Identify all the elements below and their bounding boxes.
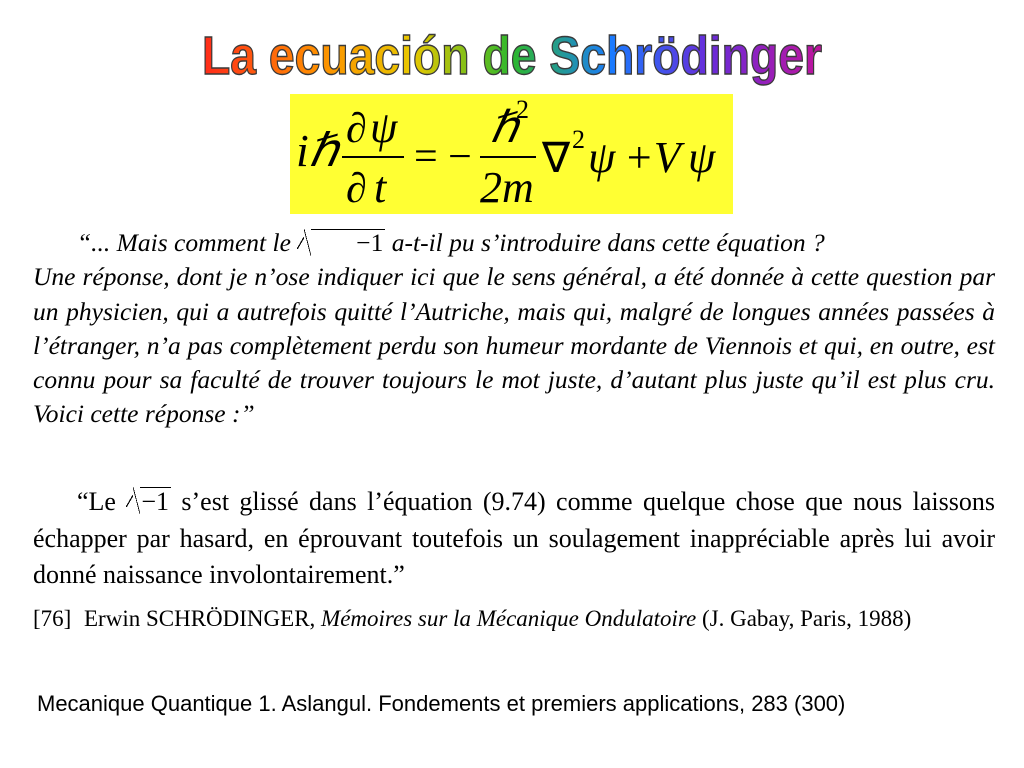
quote-italic-open: “... Mais comment le [77, 228, 298, 257]
schrodinger-equation [290, 94, 733, 214]
eq-dt-partial: ∂ [346, 166, 367, 212]
quote-roman-body: s’est glissé dans l’équation (9.74) comme quelque chose que nous laissons échapper par hasard, en éprouvant toutefois un soulagement inappréciable après lui avoir donné naissance involontairement.” [33, 487, 995, 589]
reference-work: Mémoires sur la Mécanique Ondulatoire [321, 606, 697, 631]
eq-nabla: ∇ [542, 136, 571, 182]
quote-italic-body: Une réponse, dont je n’ose indiquer ici que le sens général, a été donnée à cette question par un physicien, qui a autrefois quitté l’Autriche, mais qui, malgré de longues années passées à l’étranger, n’a pas complètement perdu son humeur mordante de Viennois et qui, en outre, est connu pour sa faculté de trouver toujours le mot juste, d’autant plus juste qu’il est plus cru. Voici cette réponse :” [33, 262, 995, 429]
reference [33, 604, 995, 634]
eq-nabla-sup: 2 [572, 125, 585, 154]
title-wordart [0, 8, 1024, 108]
eq-psi-1: ψ [588, 133, 616, 182]
reference-number: [76] [33, 606, 72, 631]
slide-title [0, 8, 1024, 108]
reference-publisher: (J. Gabay, Paris, 1988) [696, 606, 912, 631]
eq-dt-t: t [374, 163, 387, 212]
reference-author: Erwin SCHRÖDINGER, [84, 606, 322, 631]
eq-equals: = − [414, 134, 472, 180]
source-caption: Mecanique Quantique 1. Aslangul. Fondements et premiers applications, 283 (300) [37, 691, 846, 716]
quote-italic-first-rest: a-t-il pu s’introduire dans cette équation ? [385, 228, 825, 257]
eq-2m: 2m [480, 163, 534, 212]
eq-hbar-sup: 2 [516, 95, 529, 124]
eq-psi-2: ψ [688, 133, 716, 182]
quote-roman-open: “Le [77, 487, 127, 516]
sqrt-minus-one-roman: −1 [141, 487, 170, 516]
sqrt-minus-one: −1 [311, 229, 385, 257]
eq-hbar: ℏ [490, 103, 518, 152]
quote-italic-first-line [33, 226, 995, 260]
eq-dpsi-partial: ∂ [346, 106, 367, 152]
equation-graphic [290, 94, 733, 214]
title-text: La ecuación de Schrödinger [202, 26, 822, 86]
quote-italic [33, 226, 995, 432]
reference-body [84, 604, 995, 634]
quote-roman [33, 484, 995, 594]
eq-ihbar: iℏ [296, 125, 338, 176]
eq-dpsi-psi: ψ [370, 103, 398, 152]
eq-plus-v: +V [624, 133, 681, 182]
